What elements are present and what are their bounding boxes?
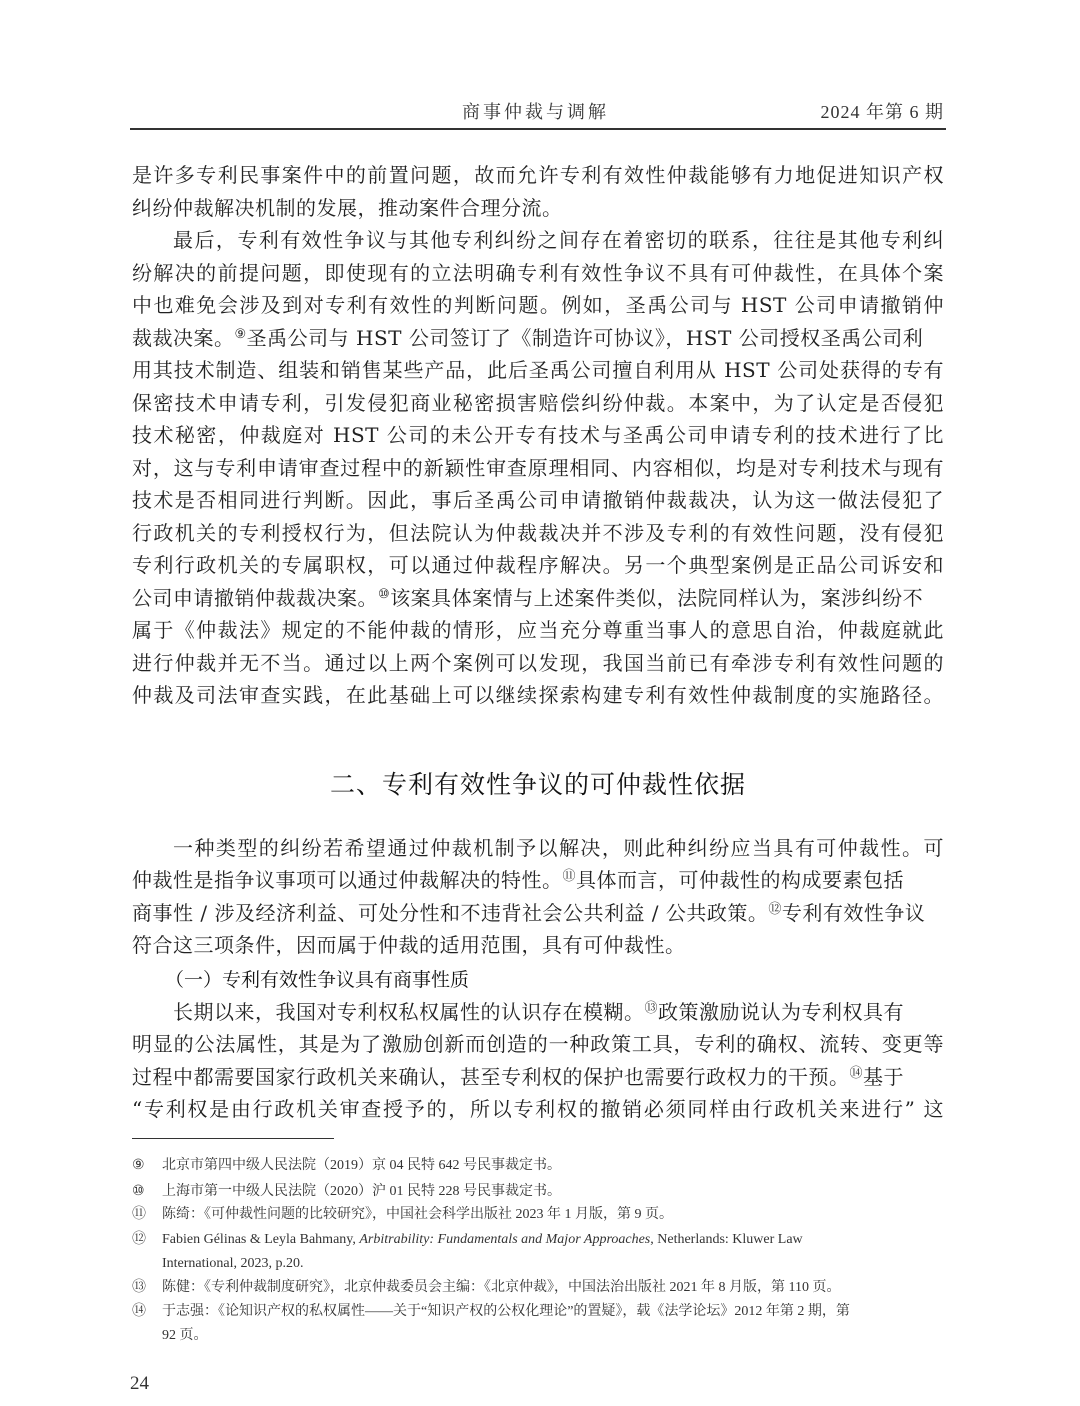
body-line: 技术是否相同进行判断。因此，事后圣禹公司申请撤销仲裁裁决，认为这一做法侵犯了 [132,488,944,512]
footnote [132,1303,944,1321]
body-text: 商事性 / 涉及经济利益、可处分性和不违背社会公共利益 / 公共政策。 [132,901,769,925]
body-line [132,586,944,610]
footnote-mark: ⑩ [132,1184,145,1199]
body-line: 一种类型的纠纷若希望通过仲裁机制予以解决，则此种纠纷应当具有可仲裁性。可 [173,836,944,860]
body-line: 是许多专利民事案件中的前置问题，故而允许专利有效性仲裁能够有力地促进知识产权 [132,163,944,187]
body-text: 长期以来，我国对专利权私权属性的认识存在模糊。 [173,1000,645,1024]
footnote-text: 北京市第四中级人民法院（2019）京 04 民特 642 号民事裁定书。 [162,1158,561,1173]
body-line: 属于《仲裁法》规定的不能仲裁的情形，应当充分尊重当事人的意思自治，仲裁庭就此 [132,618,944,642]
footnote [132,1157,944,1175]
body-text: 基于 [863,1065,905,1089]
footnote-rule [132,1138,334,1139]
body-text: 圣禹公司与 HST 公司签订了《制造许可协议》，HST 公司授权圣禹公司利 [246,326,924,350]
body-line [132,326,944,350]
body-line: 纠纷仲裁解决机制的发展，推动案件合理分流。 [132,196,563,220]
body-line: 最后，专利有效性争议与其他专利纠纷之间存在着密切的联系，往往是其他专利纠 [173,228,944,252]
footnote-ref[interactable]: ⑩ [378,587,391,602]
footnote [132,1206,944,1224]
footnote-text: 上海市第一中级人民法院（2020）沪 01 民特 228 号民事裁定书。 [162,1184,561,1199]
body-line: 符合这三项条件，因而属于仲裁的适用范围，具有可仲裁性。 [132,933,686,957]
body-line: 对，这与专利申请审查过程中的新颖性审查原理相同、内容相似，均是对专利技术与现有 [132,456,944,480]
body-text: 过程中都需要国家行政机关来确认，甚至专利权的保护也需要行政权力的干预。 [132,1065,850,1089]
footnote-text: 陈绮：《可仲裁性问题的比较研究》，中国社会科学出版社 2023 年 1 月版，第 9 页。 [162,1207,673,1222]
footnote-continuation: International, 2023, p.20. [162,1256,304,1271]
body-line: 用其技术制造、组装和销售某些产品，此后圣禹公司擅自利用从 HST 公司处获得的专有 [132,358,944,382]
footnote-mark: ⑨ [132,1158,145,1173]
footnote-mark: ⑪ [132,1207,146,1222]
footnote-ref[interactable]: ⑪ [562,869,577,884]
journal-title: 商事仲裁与调解 [462,102,609,123]
body-line: 保密技术申请专利，引发侵犯商业秘密损害赔偿纠纷仲裁。本案中，为了认定是否侵犯 [132,391,944,415]
running-header [132,98,944,128]
footnote-mark: ⑭ [132,1304,146,1319]
footnote-text: 陈健：《专利仲裁制度研究》，北京仲裁委员会主编：《北京仲裁》，中国法治出版社 2021 年 8 月版，第 110 页。 [162,1280,841,1295]
body-text: 该案具体案情与上述案件类似，法院同样认为，案涉纠纷不 [390,586,924,610]
body-line: 行政机关的专利授权行为，但法院认为仲裁裁决并不涉及专利的有效性问题，没有侵犯 [132,521,944,545]
body-line: 明显的公法属性，其是为了激励创新而创造的一种政策工具，专利的确权、流转、变更等 [132,1032,944,1056]
page-number: 24 [130,1373,149,1394]
body-line [132,868,944,892]
footnote-ref[interactable]: ⑬ [644,1001,659,1016]
footnote-ref[interactable]: ⑨ [234,327,247,342]
body-text: 政策激励说认为专利权具有 [658,1000,905,1024]
footnote-book-title: Arbitrability: Fundamentals and Major Approaches [359,1232,651,1247]
body-text: 专利有效性争议 [781,901,926,925]
footnote-ref[interactable]: ⑫ [768,902,782,917]
footnote [132,1279,944,1297]
footnote [132,1183,944,1201]
body-line: 进行仲裁并无不当。通过以上两个案例可以发现，我国当前已有牵涉专利有效性问题的 [132,651,944,675]
body-text: 仲裁性是指争议事项可以通过仲裁解决的特性。 [132,868,563,892]
body-line: 纷解决的前提问题，即使现有的立法明确专利有效性争议不具有可仲裁性，在具体个案 [132,261,944,285]
subsection-heading: （一）专利有效性争议具有商事性质 [165,969,470,991]
body-line: 仲裁及司法审查实践，在此基础上可以继续探索构建专利有效性仲裁制度的实施路径。 [132,683,944,707]
footnote-publisher: , Netherlands: Kluwer Law [650,1232,803,1247]
body-line [132,1065,944,1089]
body-line: “专利权是由行政机关审查授予的，所以专利权的撤销必须同样由行政机关来进行” 这 [132,1097,944,1121]
footnote-continuation: 92 页。 [162,1328,208,1343]
body-line: 专利行政机关的专属职权，可以通过仲裁程序解决。另一个典型案例是正品公司诉安和 [132,553,944,577]
body-line [173,1000,944,1024]
footnote [132,1231,944,1249]
section-heading: 二、专利有效性争议的可仲裁性依据 [329,770,746,799]
body-line: 技术秘密，仲裁庭对 HST 公司的未公开专有技术与圣禹公司申请专利的技术进行了比 [132,423,944,447]
body-line: 中也难免会涉及到对专利有效性的判断问题。例如，圣禹公司与 HST 公司申请撤销仲 [132,293,944,317]
issue-label: 2024 年第 6 期 [820,102,944,122]
header-rule [130,128,946,130]
body-line [132,901,944,925]
body-text: 裁裁决案。 [132,326,235,350]
footnote-ref[interactable]: ⑭ [849,1066,864,1081]
footnote-mark: ⑬ [132,1280,146,1295]
body-text: 具体而言，可仲裁性的构成要素包括 [576,868,905,892]
body-text: 公司申请撤销仲裁裁决案。 [132,586,378,610]
footnote-authors: Fabien Gélinas & Leyla Bahmany, [162,1232,360,1247]
footnote-text: 于志强：《论知识产权的私权属性——关于“知识产权的公权化理论”的置疑》，载《法学论坛》2012 年第 2 期，第 [162,1304,850,1319]
footnote-mark: ⑫ [132,1232,146,1247]
